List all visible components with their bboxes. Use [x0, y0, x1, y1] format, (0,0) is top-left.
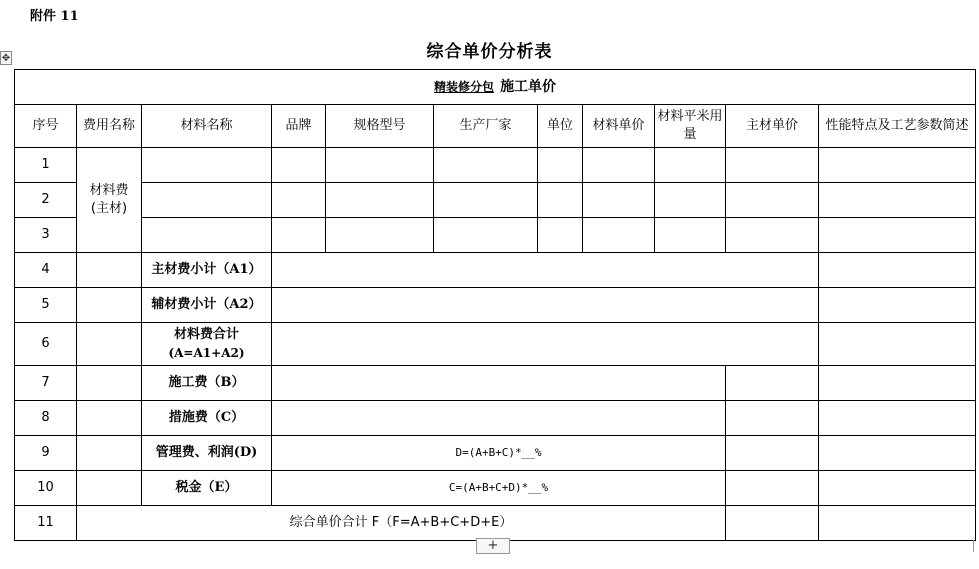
table-row	[15, 218, 976, 253]
cell-performance[interactable]	[819, 506, 976, 541]
unit-price-analysis-table	[14, 69, 976, 541]
cell-performance[interactable]	[819, 288, 976, 323]
table-row	[15, 366, 976, 401]
cell-material-name[interactable]	[142, 183, 272, 218]
cell-performance[interactable]	[819, 253, 976, 288]
page-title: 综合单价分析表	[426, 42, 553, 62]
table-row	[15, 401, 976, 436]
measures-fee-value[interactable]	[272, 401, 726, 436]
cell-fee-name[interactable]	[77, 436, 142, 471]
table-row	[15, 148, 976, 183]
cell-material-unit-price[interactable]	[583, 148, 655, 183]
cell-material-name[interactable]	[142, 148, 272, 183]
cell-main-material-unit-price[interactable]	[726, 183, 819, 218]
tax-label: 税金（E）	[142, 471, 272, 506]
tax-formula[interactable]: C=(A+B+C+D)*__%	[272, 471, 726, 506]
cell-material-unit-price[interactable]	[583, 218, 655, 253]
cell-material-sqm-usage[interactable]	[655, 183, 726, 218]
cell-main-material-unit-price[interactable]	[726, 401, 819, 436]
table-row	[15, 323, 976, 366]
table-row	[15, 471, 976, 506]
col-header-brand: 品牌	[272, 105, 326, 148]
attachment-label: 附件 11	[30, 9, 79, 24]
cell-unit[interactable]	[538, 183, 583, 218]
cell-fee-name[interactable]	[77, 471, 142, 506]
cell-manufacturer[interactable]	[434, 218, 538, 253]
cell-unit[interactable]	[538, 148, 583, 183]
cell-performance[interactable]	[819, 148, 976, 183]
cell-spec[interactable]	[326, 218, 434, 253]
construction-fee-value[interactable]	[272, 366, 726, 401]
cell-spec[interactable]	[326, 148, 434, 183]
cell-brand[interactable]	[272, 148, 326, 183]
col-header-fee-name: 费用名称	[77, 105, 142, 148]
construction-fee-label: 施工费（B）	[142, 366, 272, 401]
table-row	[15, 288, 976, 323]
cell-performance[interactable]	[819, 401, 976, 436]
cell-performance[interactable]	[819, 218, 976, 253]
table-header-title: 施工单价	[500, 78, 557, 95]
cell-brand[interactable]	[272, 218, 326, 253]
cell-performance[interactable]	[819, 471, 976, 506]
col-header-performance: 性能特点及工艺参数简述	[819, 105, 976, 148]
table-row	[15, 506, 976, 541]
cell-performance[interactable]	[819, 436, 976, 471]
col-header-spec: 规格型号	[326, 105, 434, 148]
main-material-subtotal-value[interactable]	[272, 253, 819, 288]
material-total-title: 材料费合计	[173, 327, 239, 342]
table-resize-handle[interactable]	[973, 540, 979, 552]
row-seq: 8	[15, 401, 77, 436]
table-header-cell	[15, 70, 976, 105]
cell-main-material-unit-price[interactable]	[726, 148, 819, 183]
cell-fee-name[interactable]	[77, 366, 142, 401]
cell-main-material-unit-price[interactable]	[726, 436, 819, 471]
total-label: 综合单价合计 F（F=A+B+C+D+E）	[77, 506, 726, 541]
measures-fee-label: 措施费（C）	[142, 401, 272, 436]
cell-fee-name[interactable]	[77, 401, 142, 436]
cell-fee-name[interactable]	[77, 253, 142, 288]
aux-material-subtotal-label: 辅材费小计（A2）	[142, 288, 272, 323]
cell-performance[interactable]	[819, 183, 976, 218]
management-profit-label: 管理费、利润(D)	[142, 436, 272, 471]
row-seq: 3	[15, 218, 77, 253]
aux-material-subtotal-value[interactable]	[272, 288, 819, 323]
row-seq: 4	[15, 253, 77, 288]
cell-unit[interactable]	[538, 218, 583, 253]
table-row	[15, 253, 976, 288]
cell-main-material-unit-price[interactable]	[726, 506, 819, 541]
col-header-material-unit-price: 材料单价	[583, 105, 655, 148]
column-header-row	[15, 105, 976, 148]
col-header-unit: 单位	[538, 105, 583, 148]
cell-material-name[interactable]	[142, 218, 272, 253]
row-seq: 9	[15, 436, 77, 471]
cell-material-unit-price[interactable]	[583, 183, 655, 218]
cell-main-material-unit-price[interactable]	[726, 366, 819, 401]
cell-spec[interactable]	[326, 183, 434, 218]
col-header-manufacturer: 生产厂家	[434, 105, 538, 148]
table-header-row	[15, 70, 976, 105]
material-fee-label: 材料费(主材)	[77, 148, 142, 253]
cell-manufacturer[interactable]	[434, 183, 538, 218]
cell-material-sqm-usage[interactable]	[655, 218, 726, 253]
subcontract-label[interactable]: 精装修分包	[434, 79, 495, 94]
cell-performance[interactable]	[819, 323, 976, 366]
material-total-label	[142, 323, 272, 366]
cell-main-material-unit-price[interactable]	[726, 471, 819, 506]
row-seq: 11	[15, 506, 77, 541]
row-seq: 2	[15, 183, 77, 218]
cell-brand[interactable]	[272, 183, 326, 218]
col-header-main-material-unit-price: 主材单价	[726, 105, 819, 148]
row-seq: 10	[15, 471, 77, 506]
cell-manufacturer[interactable]	[434, 148, 538, 183]
row-seq: 6	[15, 323, 77, 366]
cell-performance[interactable]	[819, 366, 976, 401]
main-material-subtotal-label: 主材费小计（A1）	[142, 253, 272, 288]
table-move-handle-icon[interactable]: ✥	[1, 53, 11, 64]
row-seq: 1	[15, 148, 77, 183]
col-header-material-name: 材料名称	[142, 105, 272, 148]
table-row	[15, 183, 976, 218]
cell-main-material-unit-price[interactable]	[726, 218, 819, 253]
cell-material-sqm-usage[interactable]	[655, 148, 726, 183]
row-seq: 5	[15, 288, 77, 323]
cell-fee-name[interactable]	[77, 288, 142, 323]
col-header-seq: 序号	[15, 105, 77, 148]
table-row	[15, 436, 976, 471]
cell-fee-name[interactable]	[77, 323, 142, 366]
material-total-value[interactable]	[272, 323, 819, 366]
add-row-button[interactable]: +	[476, 538, 510, 554]
material-total-formula: (A=A1+A2)	[168, 346, 245, 360]
col-header-material-sqm-usage: 材料平米用量	[655, 105, 726, 148]
management-formula[interactable]: D=(A+B+C)*__%	[272, 436, 726, 471]
row-seq: 7	[15, 366, 77, 401]
